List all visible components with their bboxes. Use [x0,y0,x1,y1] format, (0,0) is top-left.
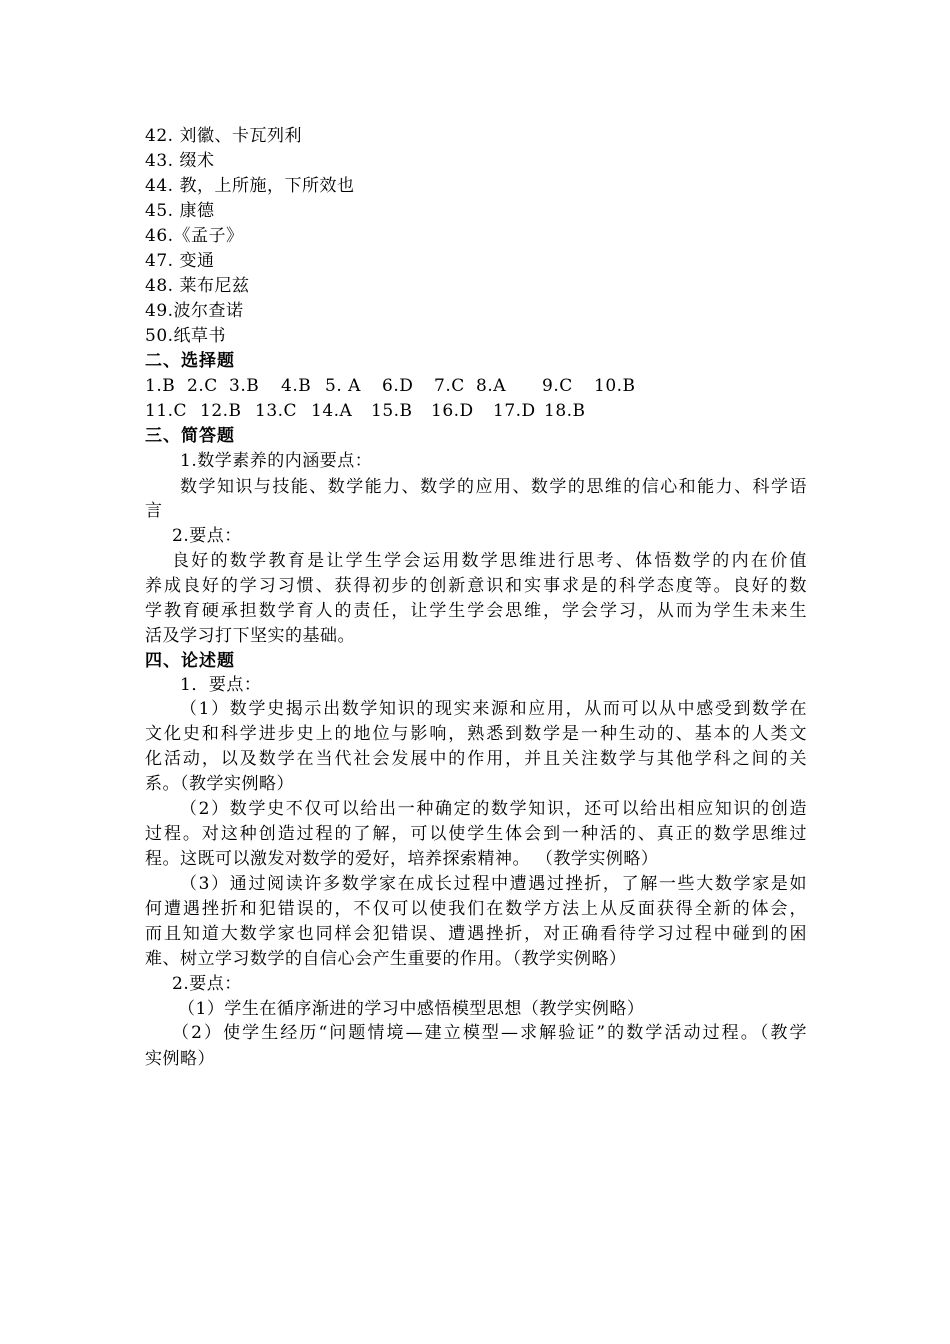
paragraph-line: 系。（教学实例略） [145,774,294,794]
choice-answer: 18.B [544,401,586,421]
choice-answer: 2.C [187,376,218,396]
answer-50: 50.纸草书 [145,326,227,346]
paragraph-line: 过程。对这种创造过程的了解，可以使学生体会到一种活的、真正的数学思维过 [145,824,807,844]
choice-answers-row-1 [145,375,636,397]
paragraph-line: （1）学生在循序渐进的学习中感悟模型思想（教学实例略） [178,999,645,1019]
paragraph-line: 难、树立学习数学的自信心会产生重要的作用。（教学实例略） [145,949,627,969]
answer-46: 46.《孟子》 [145,226,244,246]
paragraph-line: 化活动，以及数学在当代社会发展中的作用，并且关注数学与其他学科之间的关 [145,749,807,769]
section-heading-essay: 四、论述题 [145,651,235,671]
choice-answer: 12.B [200,401,242,421]
answer-44: 44. 教，上所施，下所效也 [145,176,355,196]
choice-answer: 8.A [476,376,506,396]
answer-49: 49.波尔查诺 [145,301,244,321]
paragraph-line: （1）数学史揭示出数学知识的现实来源和应用，从而可以从中感受到数学在 [180,699,807,719]
paragraph-line: （3）通过阅读许多数学家在成长过程中遭遇过挫折，了解一些大数学家是如 [180,874,807,894]
paragraph-line: （2）数学史不仅可以给出一种确定的数学知识，还可以给出相应知识的创造 [180,799,807,819]
paragraph-line: （2）使学生经历“问题情境—建立模型—求解验证”的数学活动过程。（教学 [172,1023,807,1043]
paragraph-line: 文化史和科学进步史上的地位与影响，熟悉到数学是一种生动的、基本的人类文 [145,724,807,744]
paragraph-line: 言 [145,501,163,521]
choice-answer: 1.B [145,376,176,396]
answer-42: 42. 刘徽、卡瓦列利 [145,126,302,146]
choice-answer: 15.B [371,401,413,421]
choice-answer: 17.D [493,401,536,421]
choice-answer: 3.B [229,376,260,396]
choice-answer: 16.D [431,401,474,421]
paragraph-line: 学教育硬承担数学育人的责任，让学生学会思维，学会学习，从而为学生未来生 [145,601,807,621]
section-heading-choice: 二、选择题 [145,351,235,371]
choice-answers-row-2 [145,400,586,422]
paragraph-line: 而且知道大数学家也同样会犯错误、遭遇挫折，对正确看待学习过程中碰到的困 [145,924,807,944]
answer-45: 45. 康德 [145,201,215,221]
choice-answer: 4.B [281,376,312,396]
choice-answer: 14.A [311,401,353,421]
choice-answer: 10.B [594,376,636,396]
choice-answer: 5. A [325,376,361,396]
paragraph-line: 养成良好的学习习惯、获得初步的创新意识和实事求是的科学态度等。良好的数 [145,576,807,596]
choice-answer: 9.C [542,376,573,396]
choice-answer: 11.C [145,401,188,421]
paragraph-line: 数学知识与技能、数学能力、数学的应用、数学的思维的信心和能力、科学语 [180,477,807,497]
paragraph-line: 活及学习打下坚实的基础。 [145,626,355,646]
answer-43: 43. 缀术 [145,151,215,171]
question-title: 1.数学素养的内涵要点： [180,451,373,471]
question-title: 2.要点： [172,526,242,546]
paragraph-line: 实例略） [145,1049,215,1069]
section-heading-short-answer: 三、简答题 [145,426,235,446]
choice-answer: 7.C [434,376,465,396]
question-title: 2.要点： [172,974,242,994]
answer-47: 47. 变通 [145,251,215,271]
choice-answer: 6.D [382,376,414,396]
choice-answer: 13.C [255,401,298,421]
paragraph-line: 何遭遇挫折和犯错误的，不仅可以使我们在数学方法上从反面获得全新的体会， [145,899,807,919]
answer-48: 48. 莱布尼兹 [145,276,250,296]
paragraph-line: 良好的数学教育是让学生学会运用数学思维进行思考、体悟数学的内在价值 [172,551,807,571]
paragraph-line: 程。这既可以激发对数学的爱好，培养探索精神。 （教学实例略） [145,849,659,869]
question-title: 1．要点： [180,675,262,695]
